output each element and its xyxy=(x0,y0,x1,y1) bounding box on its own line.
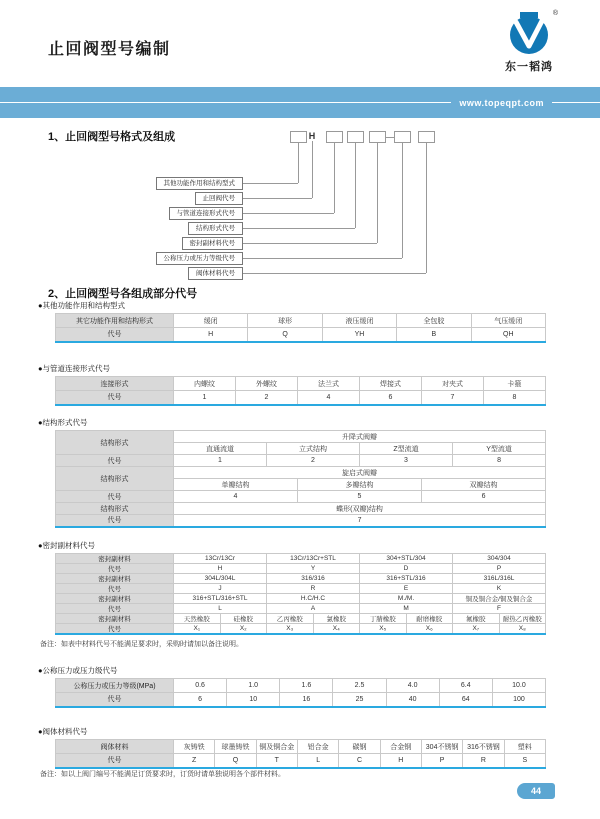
diagram-label: 公称压力或压力等级代号 xyxy=(156,252,244,265)
data-cell: 10.0 xyxy=(492,679,545,693)
diagram-label: 与管道连接形式代号 xyxy=(169,207,244,220)
data-cell: 硅橡胶 xyxy=(220,614,267,624)
row-header-cell: 代号 xyxy=(56,328,174,342)
data-cell: 液压缓闭 xyxy=(322,314,396,328)
bullet-title: ●公称压力或压力级代号 xyxy=(38,666,118,675)
data-cell: L xyxy=(174,604,267,614)
data-cell: 塑料 xyxy=(504,740,545,754)
data-cell: H.C/H.C xyxy=(267,594,360,604)
data-cell: 旋启式阀瓣 xyxy=(174,467,546,479)
data-cell: 卡箍 xyxy=(484,377,546,391)
table-block-seal-material xyxy=(38,540,548,635)
row-header-cell: 密封副材料 xyxy=(56,594,174,604)
website-banner xyxy=(0,87,600,118)
data-cell: 直通流道 xyxy=(174,443,267,455)
data-cell: Q xyxy=(215,754,256,768)
data-cell: 1 xyxy=(174,455,267,467)
data-cell: 灰铸铁 xyxy=(174,740,215,754)
diagram-line xyxy=(334,143,335,213)
data-cell: 法兰式 xyxy=(298,377,360,391)
data-cell: 球形 xyxy=(248,314,322,328)
data-cell: 碳钢 xyxy=(339,740,380,754)
data-cell: 6.4 xyxy=(439,679,492,693)
data-cell: 16 xyxy=(280,693,333,707)
logo-wordmark: 东一韬鸿 xyxy=(505,61,553,73)
model-digit-box xyxy=(326,131,343,143)
data-cell: Y xyxy=(267,564,360,574)
data-cell: J xyxy=(174,584,267,594)
check-valve-letter: H xyxy=(308,131,316,141)
data-cell: 单瓣结构 xyxy=(174,479,298,491)
data-cell: H xyxy=(380,754,421,768)
banner-rule-left xyxy=(0,102,451,103)
data-cell: 铜及铜合金 xyxy=(256,740,297,754)
diagram-line xyxy=(243,213,334,214)
order-note: 备注：如以上阀门编号不能满足订货要求时，订货时请单独说明各个部件材料。 xyxy=(40,771,285,778)
data-cell: 40 xyxy=(386,693,439,707)
data-cell: 4 xyxy=(174,491,298,503)
data-cell: 合金钢 xyxy=(380,740,421,754)
data-cell: 5 xyxy=(298,491,422,503)
table-block-structure xyxy=(38,417,548,528)
data-cell: 铜及铜合金/铜及铜合金 xyxy=(453,594,546,604)
page-title: 止回阀型号编制 xyxy=(48,41,171,58)
model-digit-box xyxy=(418,131,435,143)
row-header-cell: 结构形式 xyxy=(56,467,174,491)
row-header-cell: 阀体材料 xyxy=(56,740,174,754)
bullet-title: ●阀体材料代号 xyxy=(38,727,88,736)
row-header-cell: 代号 xyxy=(56,391,174,405)
bullet-title: ●其他功能作用和结构型式 xyxy=(38,301,126,310)
data-cell: 乙丙橡胶 xyxy=(267,614,314,624)
diagram-line xyxy=(355,143,356,228)
data-cell: X₆ xyxy=(406,624,453,635)
data-cell: 304不锈钢 xyxy=(421,740,462,754)
data-cell: H xyxy=(174,564,267,574)
data-cell: X₃ xyxy=(267,624,314,635)
data-cell: 0.6 xyxy=(174,679,227,693)
diagram-line xyxy=(298,143,299,183)
table-block-body-material xyxy=(38,726,548,769)
diagram-label: 阀体材料代号 xyxy=(188,267,243,280)
data-cell: 氟橡胶 xyxy=(453,614,500,624)
data-cell: 1.6 xyxy=(280,679,333,693)
registered-trademark: ® xyxy=(552,10,558,17)
diagram-line xyxy=(402,143,403,258)
data-cell: 8 xyxy=(484,391,546,405)
data-cell: 球墨铸铁 xyxy=(215,740,256,754)
data-cell: 丁腈橡胶 xyxy=(360,614,407,624)
row-header-cell: 代号 xyxy=(56,515,174,527)
data-cell: A xyxy=(267,604,360,614)
row-header-cell: 代号 xyxy=(56,604,174,614)
row-header-cell: 结构形式 xyxy=(56,431,174,455)
data-cell: 316+STL/316 xyxy=(360,574,453,584)
data-cell: 耐热乙丙橡胶 xyxy=(499,614,546,624)
data-cell: C xyxy=(339,754,380,768)
function-code-table xyxy=(55,313,546,343)
data-cell: X₅ xyxy=(360,624,407,635)
data-cell: D xyxy=(360,564,453,574)
data-cell: 6 xyxy=(174,693,227,707)
data-cell: 1.0 xyxy=(227,679,280,693)
table-block-function xyxy=(38,300,548,343)
data-cell: 7 xyxy=(422,391,484,405)
row-header-cell: 密封副材料 xyxy=(56,574,174,584)
row-header-cell: 代号 xyxy=(56,754,174,768)
bullet-title: ●与管道连接形式代号 xyxy=(38,364,111,373)
data-cell: 316不锈钢 xyxy=(463,740,504,754)
diagram-line xyxy=(243,273,426,274)
data-cell: H xyxy=(174,328,248,342)
structure-code-table xyxy=(55,430,546,528)
data-cell: E xyxy=(360,584,453,594)
row-header-cell: 公称压力或压力等级(MPa) xyxy=(56,679,174,693)
data-cell: 2 xyxy=(236,391,298,405)
diagram-line xyxy=(243,243,377,244)
data-cell: QH xyxy=(471,328,545,342)
data-cell: 内螺纹 xyxy=(174,377,236,391)
data-cell: T xyxy=(256,754,297,768)
row-header-cell: 代号 xyxy=(56,455,174,467)
row-header-cell: 代号 xyxy=(56,491,174,503)
data-cell: P xyxy=(421,754,462,768)
connection-code-table xyxy=(55,376,546,406)
diagram-line xyxy=(426,143,427,273)
company-logo xyxy=(498,10,560,74)
table-block-pressure xyxy=(38,665,548,708)
section1-heading: 1、止回阀型号格式及组成 xyxy=(48,131,176,143)
data-cell: 1 xyxy=(174,391,236,405)
data-cell: 对夹式 xyxy=(422,377,484,391)
body-material-code-table xyxy=(55,739,546,769)
data-cell: Z型流道 xyxy=(360,443,453,455)
data-cell: 缓闭 xyxy=(174,314,248,328)
diagram-connector xyxy=(386,137,394,138)
data-cell: 4.0 xyxy=(386,679,439,693)
data-cell: 13Cr/13Cr+STL xyxy=(267,554,360,564)
data-cell: 8 xyxy=(453,455,546,467)
data-cell: 10 xyxy=(227,693,280,707)
data-cell: 2.5 xyxy=(333,679,386,693)
data-cell: 气压缓闭 xyxy=(471,314,545,328)
bullet-title: ●密封副材料代号 xyxy=(38,541,96,550)
row-header-cell: 结构形式 xyxy=(56,503,174,515)
data-cell: R xyxy=(463,754,504,768)
model-digit-box xyxy=(394,131,411,143)
diagram-line xyxy=(243,228,355,229)
data-cell: 天然橡胶 xyxy=(174,614,221,624)
data-cell: 316+STL/316+STL xyxy=(174,594,267,604)
diagram-label: 密封副材料代号 xyxy=(182,237,244,250)
data-cell: 外螺纹 xyxy=(236,377,298,391)
data-cell: 25 xyxy=(333,693,386,707)
data-cell: YH xyxy=(322,328,396,342)
data-cell: 耐磨橡胶 xyxy=(406,614,453,624)
section2-heading: 2、止回阀型号各组成部分代号 xyxy=(48,288,198,300)
data-cell: M./M. xyxy=(360,594,453,604)
diagram-line xyxy=(243,198,312,199)
data-cell: P xyxy=(453,564,546,574)
data-cell: L xyxy=(297,754,338,768)
table-block-connection xyxy=(38,363,548,406)
row-header-cell: 其它功能作用和结构形式 xyxy=(56,314,174,328)
data-cell: 2 xyxy=(267,455,360,467)
model-digit-box xyxy=(347,131,364,143)
banner-rule-right xyxy=(552,102,600,103)
bullet-title: ●结构形式代号 xyxy=(38,418,88,427)
row-header-cell: 代号 xyxy=(56,564,174,574)
valve-logo-icon xyxy=(506,10,552,56)
data-cell: 304L/304L xyxy=(174,574,267,584)
data-cell: 304+STL/304 xyxy=(360,554,453,564)
diagram-line xyxy=(243,258,402,259)
row-header-cell: 代号 xyxy=(56,624,174,635)
data-cell: 氯橡胶 xyxy=(313,614,360,624)
seal-material-code-table xyxy=(55,553,546,635)
data-cell: Q xyxy=(248,328,322,342)
diagram-line xyxy=(377,143,378,243)
data-cell: 蝶形(双瓣)结构 xyxy=(174,503,546,515)
data-cell: R xyxy=(267,584,360,594)
data-cell: 多瓣结构 xyxy=(298,479,422,491)
data-cell: 100 xyxy=(492,693,545,707)
data-cell: X₁ xyxy=(174,624,221,635)
row-header-cell: 代号 xyxy=(56,693,174,707)
data-cell: 焊接式 xyxy=(360,377,422,391)
page-number-badge: 44 xyxy=(517,783,555,799)
data-cell: 304/304 xyxy=(453,554,546,564)
data-cell: 铝合金 xyxy=(297,740,338,754)
data-cell: X₄ xyxy=(313,624,360,635)
data-cell: 3 xyxy=(360,455,453,467)
data-cell: 4 xyxy=(298,391,360,405)
data-cell: B xyxy=(397,328,471,342)
data-cell: 64 xyxy=(439,693,492,707)
data-cell: Y型流道 xyxy=(453,443,546,455)
data-cell: K xyxy=(453,584,546,594)
website-url: www.topeqpt.com xyxy=(459,97,544,108)
row-header-cell: 连接形式 xyxy=(56,377,174,391)
data-cell: 7 xyxy=(174,515,546,527)
data-cell: 立式结构 xyxy=(267,443,360,455)
data-cell: X₇ xyxy=(453,624,500,635)
data-cell: 全包胶 xyxy=(397,314,471,328)
data-cell: 6 xyxy=(422,491,546,503)
data-cell: Z xyxy=(174,754,215,768)
data-cell: 316/316 xyxy=(267,574,360,584)
diagram-line xyxy=(243,183,298,184)
pressure-code-table xyxy=(55,678,546,708)
data-cell: F xyxy=(453,604,546,614)
model-digit-box xyxy=(369,131,386,143)
diagram-line xyxy=(312,141,313,198)
row-header-cell: 密封副材料 xyxy=(56,554,174,564)
data-cell: 13Cr/13Cr xyxy=(174,554,267,564)
material-note: 备注：如表中材料代号不能满足要求时，采购时请加以备注说明。 xyxy=(40,641,243,648)
diagram-label: 结构形式代号 xyxy=(188,222,243,235)
data-cell: 双瓣结构 xyxy=(422,479,546,491)
data-cell: X₂ xyxy=(220,624,267,635)
data-cell: M xyxy=(360,604,453,614)
diagram-label: 止回阀代号 xyxy=(195,192,244,205)
row-header-cell: 密封副材料 xyxy=(56,614,174,624)
row-header-cell: 代号 xyxy=(56,584,174,594)
data-cell: S xyxy=(504,754,545,768)
data-cell: 316L/316L xyxy=(453,574,546,584)
data-cell: X₈ xyxy=(499,624,546,635)
diagram-label: 其他功能作用和结构型式 xyxy=(156,177,244,190)
data-cell: 升降式阀瓣 xyxy=(174,431,546,443)
data-cell: 6 xyxy=(360,391,422,405)
